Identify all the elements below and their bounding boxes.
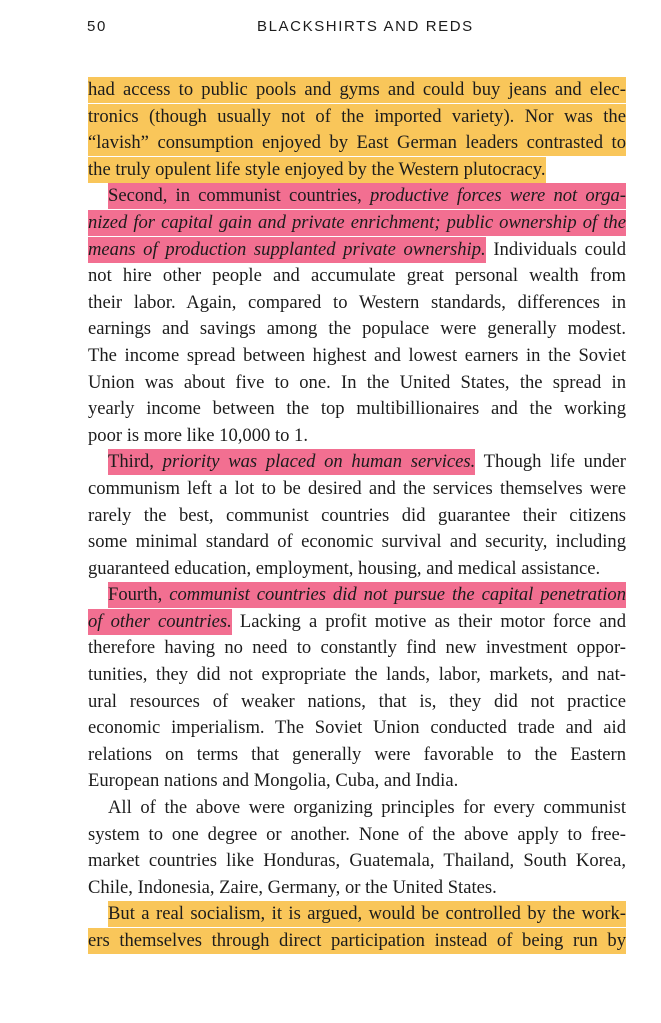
text-line <box>88 503 626 530</box>
text-line <box>88 795 626 822</box>
text-run: some minimal standard of economic survival and security, including <box>88 531 626 553</box>
text-line <box>88 104 626 131</box>
text-line <box>88 635 626 662</box>
text-line <box>88 396 626 423</box>
text-run: system to one degree or another. None of the above apply to free- <box>88 823 626 845</box>
text-run: their labor. Again, compared to Western standards, differences in <box>88 291 626 313</box>
text-run: tunities, they did not expropriate the lands, labor, markets, and nat- <box>88 664 626 686</box>
text-line <box>88 822 626 849</box>
text-line <box>88 582 626 609</box>
text-line <box>88 476 626 503</box>
text-run: relations on terms that generally were favorable to the Eastern <box>88 743 626 765</box>
text-run: Though life under <box>475 451 626 473</box>
text-line <box>88 343 626 370</box>
text-line <box>88 157 626 184</box>
pink-highlight-text: productive forces were not orga- <box>370 183 626 209</box>
text-line <box>88 263 626 290</box>
text-run: yearly income between the top multibillionaires and the working <box>88 398 626 420</box>
text-run: poor is more like 10,000 to 1. <box>88 424 309 446</box>
text-line <box>88 77 626 104</box>
text-line <box>88 210 626 237</box>
pink-highlight-text: Fourth, <box>108 582 169 608</box>
page-number: 50 <box>87 18 107 35</box>
pink-highlight-text: means of production supplanted private ownership. <box>88 237 486 263</box>
text-run: All of the above were organizing principles for every communist <box>108 797 626 819</box>
text-run: guaranteed education, employment, housing, and medical assistance. <box>88 557 601 579</box>
pink-highlight-text: Third, <box>108 449 163 475</box>
text-line <box>88 556 626 583</box>
running-head: BLACKSHIRTS AND REDS <box>257 18 474 35</box>
text-run: ural resources of weaker nations, that is, they did not practice <box>88 690 626 712</box>
text-line <box>88 689 626 716</box>
text-line <box>88 316 626 343</box>
yellow-highlight-text: the truly opulent life style enjoyed by the Western plutocracy. <box>88 157 546 183</box>
text-line <box>88 715 626 742</box>
text-run: Lacking a profit motive as their motor force and <box>231 610 626 632</box>
text-run: Union was about five to one. In the United States, the spread in <box>88 371 626 393</box>
yellow-highlight-text: “lavish” consumption enjoyed by East German leaders contrasted to <box>88 130 626 156</box>
text-line <box>88 290 626 317</box>
text-run: European nations and Mongolia, Cuba, and India. <box>88 770 459 792</box>
pink-highlight-text: communist countries did not pursue the capital penetration <box>169 582 626 608</box>
text-line <box>88 875 626 902</box>
pink-highlight-text: of other countries. <box>88 609 232 635</box>
text-line <box>88 768 626 795</box>
yellow-highlight-text: ers themselves through direct participation instead of being run by <box>88 928 626 954</box>
pink-highlight-text: priority was placed on human services. <box>163 449 476 475</box>
text-line <box>88 901 626 928</box>
text-run: therefore having no need to constantly find new investment oppor- <box>88 637 626 659</box>
yellow-highlight-text: had access to public pools and gyms and could buy jeans and elec- <box>88 77 626 103</box>
body-text <box>88 77 626 955</box>
text-line <box>88 183 626 210</box>
text-line <box>88 662 626 689</box>
pink-highlight-text: nized for capital gain and private enrichment; public ownership of the <box>88 210 626 236</box>
text-run: The income spread between highest and lowest earners in the Soviet <box>88 344 626 366</box>
yellow-highlight-text: tronics (though usually not of the imported variety). Nor was the <box>88 104 626 130</box>
page-header <box>0 14 661 38</box>
text-run: not hire other people and accumulate great personal wealth from <box>88 265 626 287</box>
pink-highlight-text: Second, in communist countries, <box>108 183 370 209</box>
text-line <box>88 423 626 450</box>
text-line <box>88 237 626 264</box>
text-line <box>88 449 626 476</box>
text-run: rarely the best, communist countries did guarantee their citizens <box>88 504 626 526</box>
text-run: market countries like Honduras, Guatemala, Thailand, South Korea, <box>88 850 626 872</box>
text-run: Chile, Indonesia, Zaire, Germany, or the United States. <box>88 876 497 898</box>
text-line <box>88 742 626 769</box>
text-line <box>88 370 626 397</box>
text-run: earnings and savings among the populace were generally modest. <box>88 318 626 340</box>
yellow-highlight-text: But a real socialism, it is argued, would be controlled by the work- <box>108 901 626 927</box>
text-run: communism left a lot to be desired and the services themselves were <box>88 477 626 499</box>
text-line <box>88 130 626 157</box>
text-line <box>88 529 626 556</box>
text-run: economic imperialism. The Soviet Union conducted trade and aid <box>88 717 626 739</box>
text-line <box>88 609 626 636</box>
text-line <box>88 928 626 955</box>
text-run: Individuals could <box>485 238 626 260</box>
text-line <box>88 848 626 875</box>
